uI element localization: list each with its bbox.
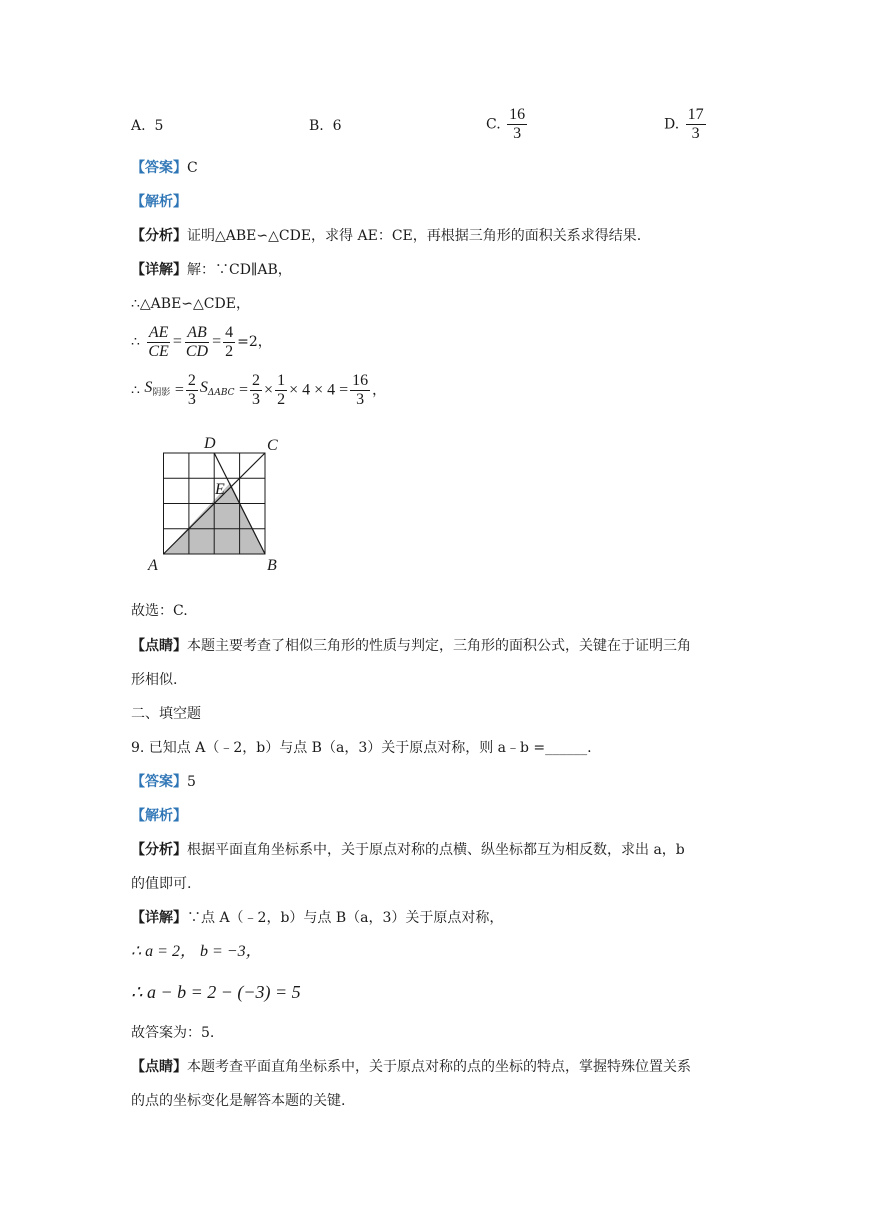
q9-answer: 【答案】5 (131, 774, 196, 790)
q8-detail-1: 【详解】解：∵CD∥AB， (131, 262, 292, 278)
section-title: 二、填空题 (131, 706, 201, 722)
option-a: A. 5 (131, 118, 164, 134)
fraction-half: $\frac{1}{2}$ (277, 372, 286, 408)
option-d-fraction: $\frac{17}{3}$ (687, 106, 704, 142)
q9-fenxi-2: 的值即可. (131, 876, 192, 892)
option-b: B. 6 (309, 118, 342, 134)
q9-fenxi-1: 【分析】根据平面直角坐标系中，关于原点对称的点横、纵坐标都互为相反数，求出 a，b (131, 842, 685, 858)
q9-comment-2: 的点的坐标变化是解答本题的关键. (131, 1093, 346, 1109)
q8-answer: 【答案】C (131, 160, 198, 176)
option-c-fraction: $\frac{16}{3}$ (509, 106, 526, 142)
q9-conclusion: 故答案为：5. (131, 1025, 215, 1041)
label-a: A (148, 557, 158, 574)
label-d: D (204, 435, 216, 452)
fraction-ae-ce: $\frac{AE}{CE}$ (148, 323, 169, 360)
q8-comment-2: 形相似. (131, 672, 178, 688)
q8-comment-1: 【点睛】本题主要考查了相似三角形的性质与判定，三角形的面积公式，关键在于证明三角 (131, 638, 691, 654)
option-c: C. $\frac{16}{3}$ (486, 106, 526, 142)
q9-equation-2: ∴ a − b = 2 − (−3) = 5 (131, 982, 301, 1002)
q8-analysis-heading: 【解析】 (131, 194, 187, 210)
q9-comment-1: 【点睛】本题考查平面直角坐标系中，关于原点对称的点的坐标的特点，掌握特殊位置关系 (131, 1059, 691, 1075)
q8-ratio-equation: ∴ $\frac{AE}{CE}$ = $\frac{AB}{CD}$ = $\frac{4}{2}$ =2， (131, 323, 272, 360)
option-d: D. $\frac{17}{3}$ (664, 106, 704, 142)
fraction-4-2: $\frac{4}{2}$ (225, 323, 234, 360)
q9-detail-1: 【详解】∵点 A（﹣2，b）与点 B（a，3）关于原点对称， (131, 910, 504, 926)
q9-equation-1: ∴ a = 2， b = −3， (131, 943, 262, 960)
q8-conclusion: 故选：C. (131, 603, 188, 619)
label-b: B (267, 557, 277, 574)
q9-analysis-heading: 【解析】 (131, 808, 187, 824)
fraction-result: $\frac{16}{3}$ (352, 372, 369, 408)
q8-fenxi: 【分析】证明△ABE∽△CDE，求得 AE：CE，再根据三角形的面积关系求得结果. (131, 228, 642, 244)
label-e: E (215, 481, 225, 498)
fraction-two-thirds: $\frac{2}{3}$ (187, 372, 196, 408)
q8-detail-2: ∴△ABE∽△CDE， (131, 296, 250, 312)
fraction-two-thirds-b: $\frac{2}{3}$ (252, 372, 261, 408)
q8-area-equation: ∴ $S_{阴影}$ = $\frac{2}{3}$ $S_{\Delta ABC}$ = $\frac{2}{3}$ × $\frac{1}{2}$ × 4 × 4 = $\frac{16}{3}$ ， (131, 372, 387, 408)
q9-question: 9. 已知点 A（﹣2，b）与点 B（a，3）关于原点对称，则 a﹣b =______. (131, 740, 592, 756)
label-c: C (267, 437, 278, 454)
fraction-ab-cd: $\frac{AB}{CD}$ (185, 323, 209, 360)
grid-triangle-diagram (140, 430, 290, 580)
